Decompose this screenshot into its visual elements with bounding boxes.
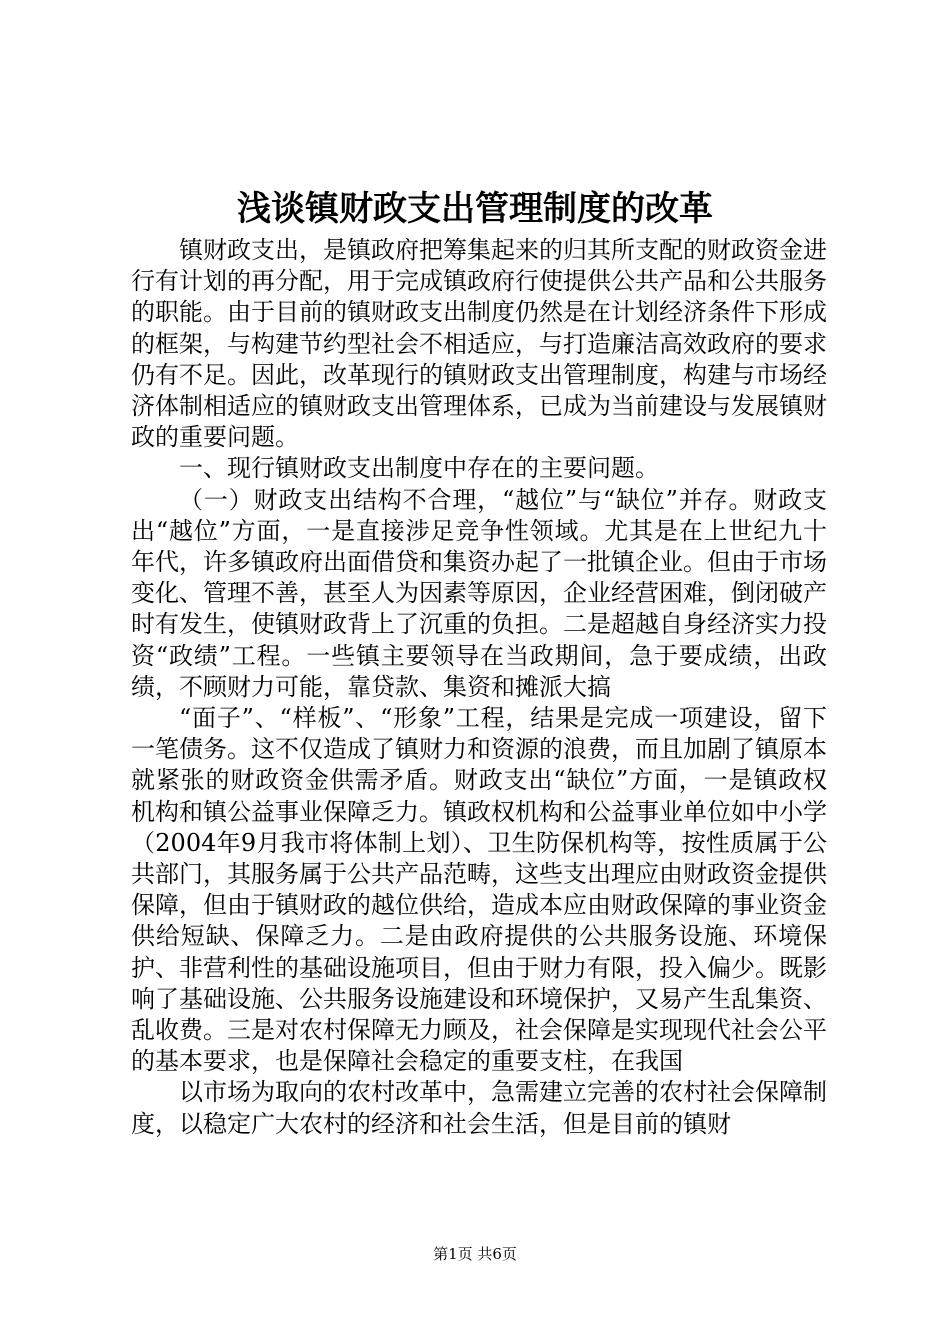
document-body — [131, 235, 827, 1140]
paragraph-rural-reform: 以市场为取向的农村改革中，急需建立完善的农村社会保障制度，以稳定广大农村的经济和社会生活，但是目前的镇财 — [131, 1078, 827, 1138]
page-number-footer: 第1页 共6页 — [433, 1245, 517, 1263]
paragraph-intro: 镇财政支出，是镇政府把筹集起来的归其所支配的财政资金进行有计划的再分配，用于完成镇政府行使提供公共产品和公共服务的职能。由于目前的镇财政支出制度仍然是在计划经济条件下形成的框架，与构建节约型社会不相适应，与打造廉洁高效政府的要求仍有不足。因此，改革现行的镇财政支出管理制度，构建与市场经济体制相适应的镇财政支出管理体系，已成为当前建设与发展镇财政的重要问题。 — [131, 236, 827, 452]
section-heading: 一、现行镇财政支出制度中存在的主要问题。 — [179, 454, 659, 483]
paragraph-subsection-1: （一）财政支出结构不合理，“越位”与“缺位”并存。财政支出“越位”方面，一是直接涉足竞争性领域。尤其是在上世纪九十年代，许多镇政府出面借贷和集资办起了一批镇企业。但由于市场变化、管理不善，甚至人为因素等原因，企业经营困难，倒闭破产时有发生，使镇财政背上了沉重的负担。二是超越自身经济实力投资“政绩”工程。一些镇主要领导在当政期间，急于要成绩，出政绩，不顾财力可能，靠贷款、集资和摊派大搞 — [131, 485, 827, 701]
document-title: 浅谈镇财政支出管理制度的改革 — [237, 189, 713, 229]
paragraph-continuation: “面子”、“样板”、“形象”工程，结果是完成一项建设，留下一笔债务。这不仅造成了镇财力和资源的浪费，而且加剧了镇原本就紧张的财政资金供需矛盾。财政支出“缺位”方面，一是镇政权机构和镇公益事业保障乏力。镇政权机构和公益事业单位如中小学（2004年9月我市将体制上划）、卫生防保机构等，按性质属于公共部门，其服务属于公共产品范畴，这些支出理应由财政资金提供保障，但由于镇财政的越位供给，造成本应由财政保障的事业资金供给短缺、保障乏力。二是由政府提供的公共服务设施、环境保护、非营利性的基础设施项目，但由于财力有限，投入偏少。既影响了基础设施、公共服务设施建设和环境保护，又易产生乱集资、乱收费。三是对农村保障无力顾及，社会保障是实现现代社会公平的基本要求，也是保障社会稳定的重要支柱，在我国 — [131, 704, 827, 1076]
